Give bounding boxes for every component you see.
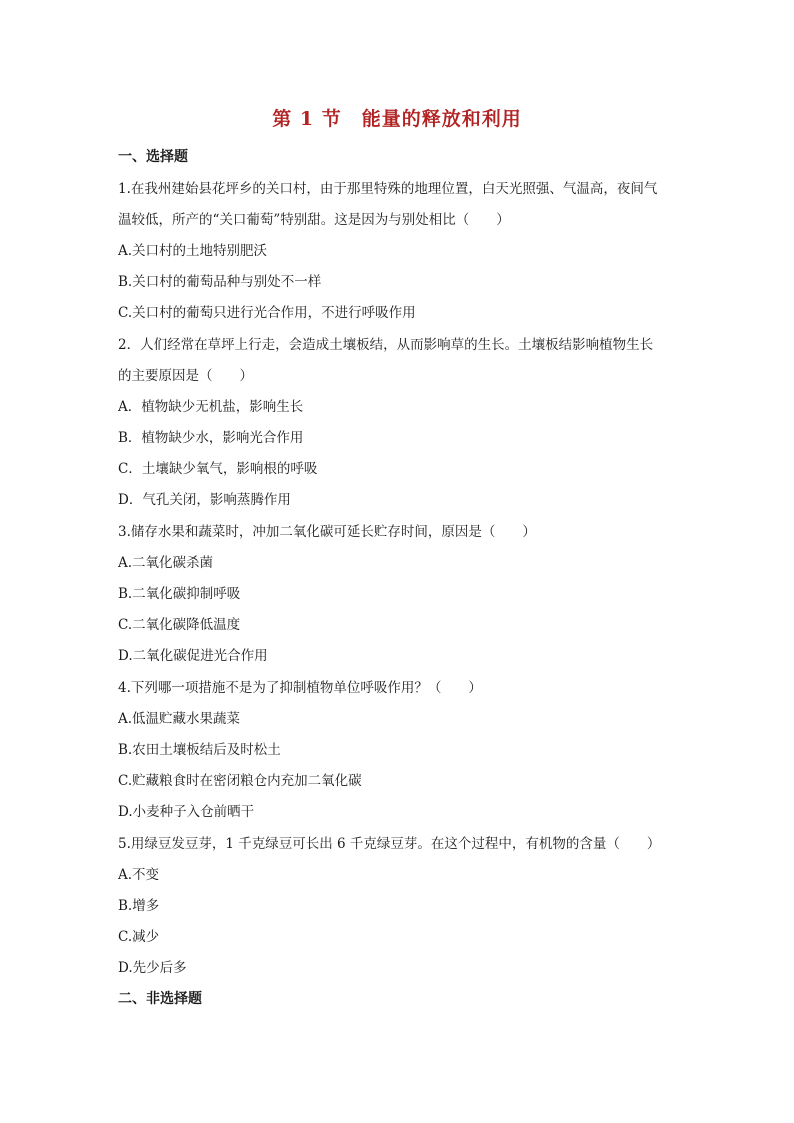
question-5-option-a: A.不变 — [118, 867, 160, 883]
page-title: 第 1 节 能量的释放和利用 — [272, 108, 522, 130]
question-3-stem: 3.储存水果和蔬菜时，冲加二氧化碳可延长贮存时间，原因是（ ） — [118, 524, 536, 540]
question-3-option-b: B.二氧化碳抑制呼吸 — [118, 586, 241, 602]
question-2-option-b: B．植物缺少水，影响光合作用 — [118, 430, 304, 446]
question-1-option-b: B.关口村的葡萄品种与别处不一样 — [118, 274, 322, 290]
question-1-stem-line-2: 温较低，所产的“关口葡萄”特别甜。这是因为与别处相比（ ） — [118, 212, 510, 228]
question-4-stem: 4.下列哪一项措施不是为了抑制植物单位呼吸作用？（ ） — [118, 680, 482, 696]
question-5-stem: 5.用绿豆发豆芽，1 千克绿豆可长出 6 千克绿豆芽。在这个过程中，有机物的含量（ ） — [118, 836, 661, 852]
question-1-option-c: C.关口村的葡萄只进行光合作用，不进行呼吸作用 — [118, 305, 416, 321]
question-1-stem-line-1: 1.在我州建始县花坪乡的关口村，由于那里特殊的地理位置，白天光照强、气温高，夜间气 — [118, 181, 658, 197]
question-5-option-d: D.先少后多 — [118, 960, 187, 976]
section-heading-choice: 一、选择题 — [118, 149, 188, 165]
question-1-option-a: A.关口村的土地特别肥沃 — [118, 243, 268, 259]
section-heading-non-choice: 二、非选择题 — [118, 991, 202, 1007]
question-3-option-d: D.二氧化碳促进光合作用 — [118, 648, 268, 664]
question-4-option-a: A.低温贮藏水果蔬菜 — [118, 711, 241, 727]
question-2-stem-line-2: 的主要原因是（ ） — [118, 368, 253, 384]
question-2-option-d: D．气孔关闭，影响蒸腾作用 — [118, 492, 291, 508]
question-2-option-a: A．植物缺少无机盐，影响生长 — [118, 399, 304, 415]
question-2-stem-line-1: 2．人们经常在草坪上行走，会造成土壤板结，从而影响草的生长。土壤板结影响植物生长 — [118, 337, 654, 353]
question-2-option-c: C．土壤缺少氧气，影响根的呼吸 — [118, 461, 318, 477]
question-5-option-c: C.减少 — [118, 929, 160, 945]
question-4-option-b: B.农田土壤板结后及时松土 — [118, 742, 281, 758]
question-3-option-c: C.二氧化碳降低温度 — [118, 617, 241, 633]
question-5-option-b: B.增多 — [118, 898, 160, 914]
question-4-option-d: D.小麦种子入仓前晒干 — [118, 804, 255, 820]
question-4-option-c: C.贮藏粮食时在密闭粮仓内充加二氧化碳 — [118, 773, 362, 789]
question-3-option-a: A.二氧化碳杀菌 — [118, 555, 214, 571]
